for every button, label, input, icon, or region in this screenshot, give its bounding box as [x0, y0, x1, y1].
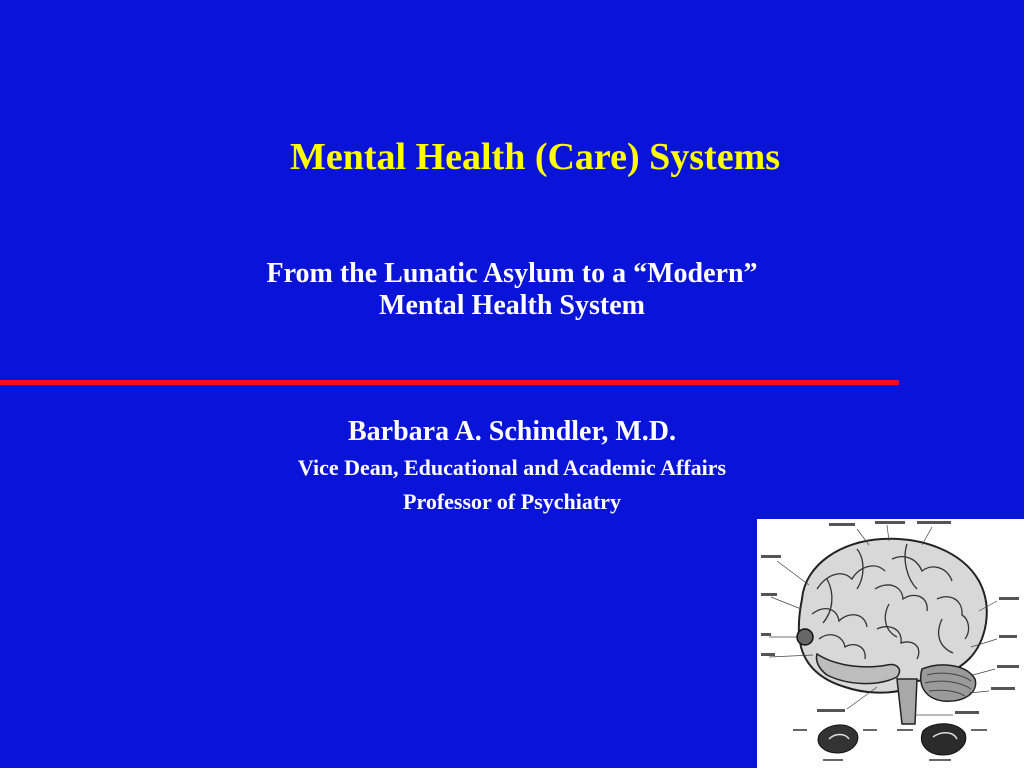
author-name: Barbara A. Schindler, M.D. [348, 416, 676, 447]
author-role-professor: Professor of Psychiatry [403, 489, 621, 514]
subtitle-line-2: Mental Health System [379, 290, 645, 321]
author-block [0, 413, 1024, 519]
slide-subtitle [0, 258, 1024, 322]
slide-title: Mental Health (Care) Systems [289, 136, 781, 178]
brain-illustration [757, 519, 1024, 768]
author-role-vice-dean: Vice Dean, Educational and Academic Affairs [297, 455, 727, 480]
brain-anatomy-icon [757, 519, 1024, 768]
subtitle-line-1: From the Lunatic Asylum to a “Modern” [266, 258, 758, 289]
red-divider-line [0, 380, 899, 385]
